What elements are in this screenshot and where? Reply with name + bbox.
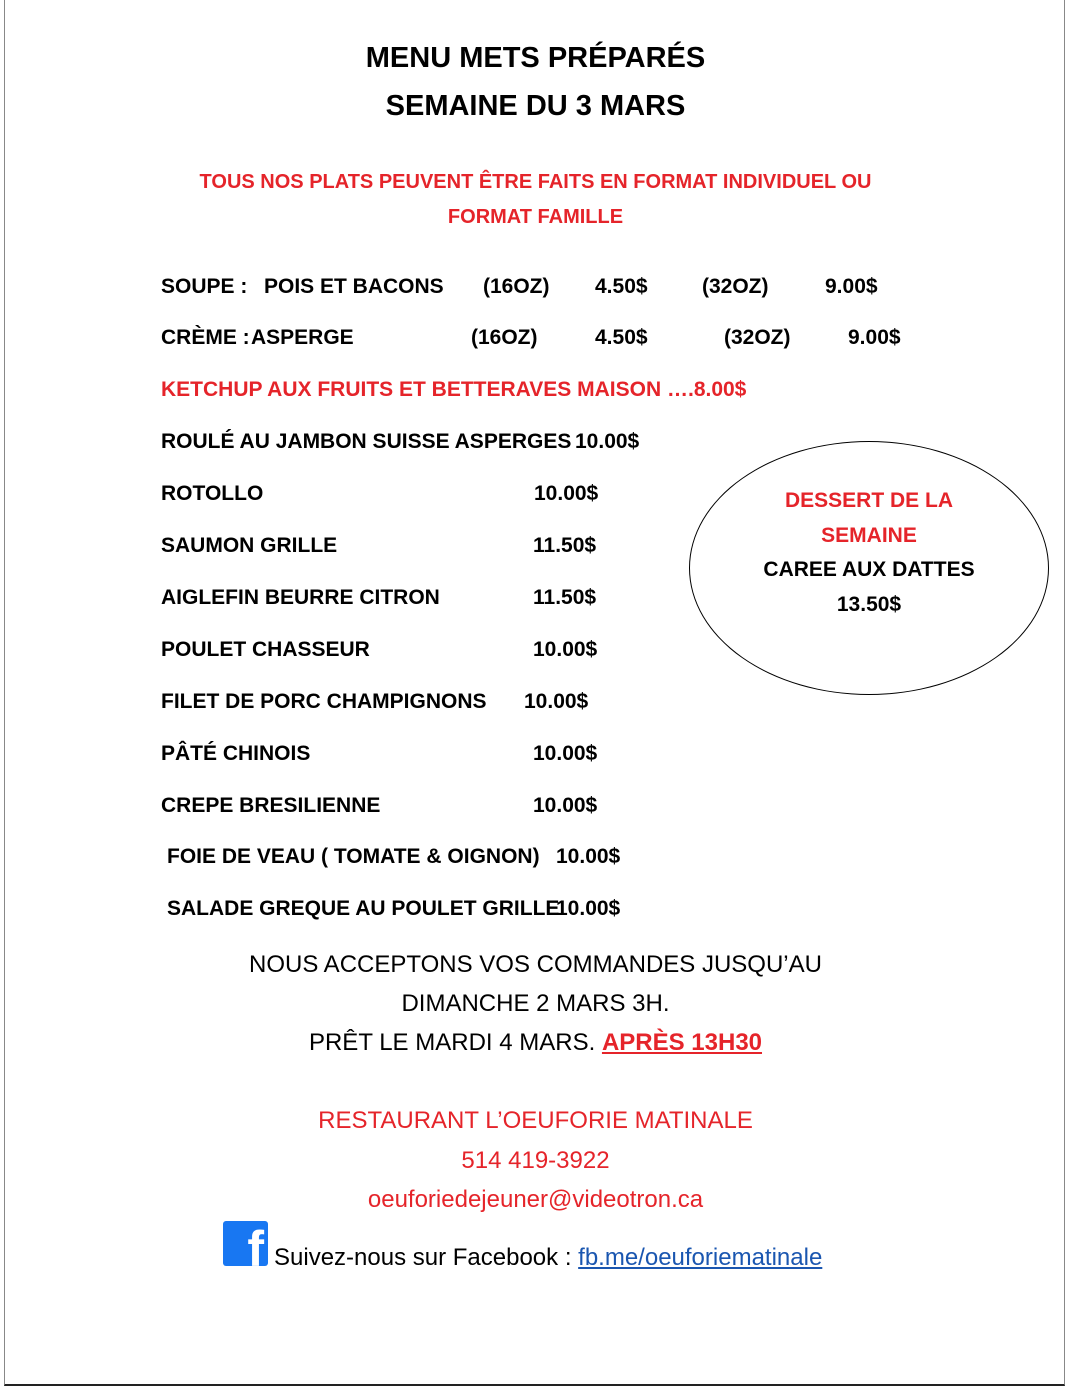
dish-price: 10.00$ [533, 794, 598, 817]
dessert-price: 13.50$ [836, 593, 902, 616]
dish-price: 10.00$ [575, 430, 640, 453]
facebook-line [274, 1244, 822, 1272]
soup-price-small: 4.50$ [595, 275, 648, 298]
cream-price-small: 4.50$ [595, 326, 648, 349]
dish-price: 10.00$ [524, 690, 589, 713]
soup-name: POIS ET BACONS [264, 275, 444, 298]
facebook-icon[interactable]: f [223, 1221, 268, 1266]
dish-name: ROULÉ AU JAMBON SUISSE ASPERGES [161, 430, 572, 453]
facebook-link[interactable]: fb.me/oeuforiematinale [578, 1244, 823, 1271]
dish-price: 10.00$ [533, 742, 598, 765]
soup-label: SOUPE : [161, 275, 248, 298]
format-notice-line2: FORMAT FAMILLE [447, 206, 624, 228]
soup-size-large: (32OZ) [702, 275, 769, 298]
cream-label: CRÈME : [161, 326, 250, 349]
dish-name: FOIE DE VEAU ( TOMATE & OIGNON) [167, 845, 540, 868]
phone-number[interactable]: 514 419-3922 [461, 1147, 610, 1174]
dish-name: AIGLEFIN BEURRE CITRON [161, 586, 440, 609]
dessert-name: CAREE AUX DATTES [763, 558, 975, 581]
dish-price: 11.50$ [533, 534, 597, 557]
dish-name: FILET DE PORC CHAMPIGNONS [161, 690, 487, 713]
cream-size-small: (16OZ) [471, 326, 538, 349]
dish-name: ROTOLLO [161, 482, 264, 505]
format-notice-line1: TOUS NOS PLATS PEUVENT ÊTRE FAITS EN FORMAT INDIVIDUEL OU [199, 171, 872, 193]
soup-price-large: 9.00$ [825, 275, 878, 298]
dish-price: 10.00$ [556, 897, 621, 920]
cream-price-large: 9.00$ [848, 326, 901, 349]
email-address[interactable]: oeuforiedejeuner@videotron.ca [367, 1186, 704, 1213]
soup-size-small: (16OZ) [483, 275, 550, 298]
orders-line2: DIMANCHE 2 MARS 3H. [401, 990, 670, 1017]
dish-name: CREPE BRESILIENNE [161, 794, 381, 817]
orders-line3 [0, 1029, 1071, 1057]
orders-line1: NOUS ACCEPTONS VOS COMMANDES JUSQU’AU [249, 951, 822, 978]
ketchup-line: KETCHUP AUX FRUITS ET BETTERAVES MAISON ….8.00$ [161, 378, 747, 401]
pickup-date: PRÊT LE MARDI 4 MARS. [308, 1029, 596, 1056]
restaurant-name: RESTAURANT L’OEUFORIE MATINALE [318, 1107, 753, 1134]
dish-name: SAUMON GRILLE [161, 534, 338, 557]
dessert-heading-line2: SEMAINE [821, 524, 917, 547]
dish-name: POULET CHASSEUR [161, 638, 370, 661]
dish-price: 11.50$ [533, 586, 597, 609]
dish-price: 10.00$ [533, 638, 598, 661]
pickup-time: APRÈS 13H30 [601, 1029, 763, 1056]
week-title: SEMAINE DU 3 MARS [385, 90, 686, 122]
dish-name: SALADE GREQUE AU POULET GRILLE [167, 897, 560, 920]
dish-price: 10.00$ [556, 845, 621, 868]
dessert-heading-line1: DESSERT DE LA [784, 489, 954, 512]
cream-size-large: (32OZ) [724, 326, 791, 349]
cream-name: ASPERGE [251, 326, 354, 349]
dish-price: 10.00$ [534, 482, 599, 505]
menu-title: MENU METS PRÉPARÉS [365, 42, 706, 74]
dish-name: PÂTÉ CHINOIS [161, 742, 311, 765]
facebook-prefix: Suivez-nous sur Facebook : [274, 1244, 572, 1271]
